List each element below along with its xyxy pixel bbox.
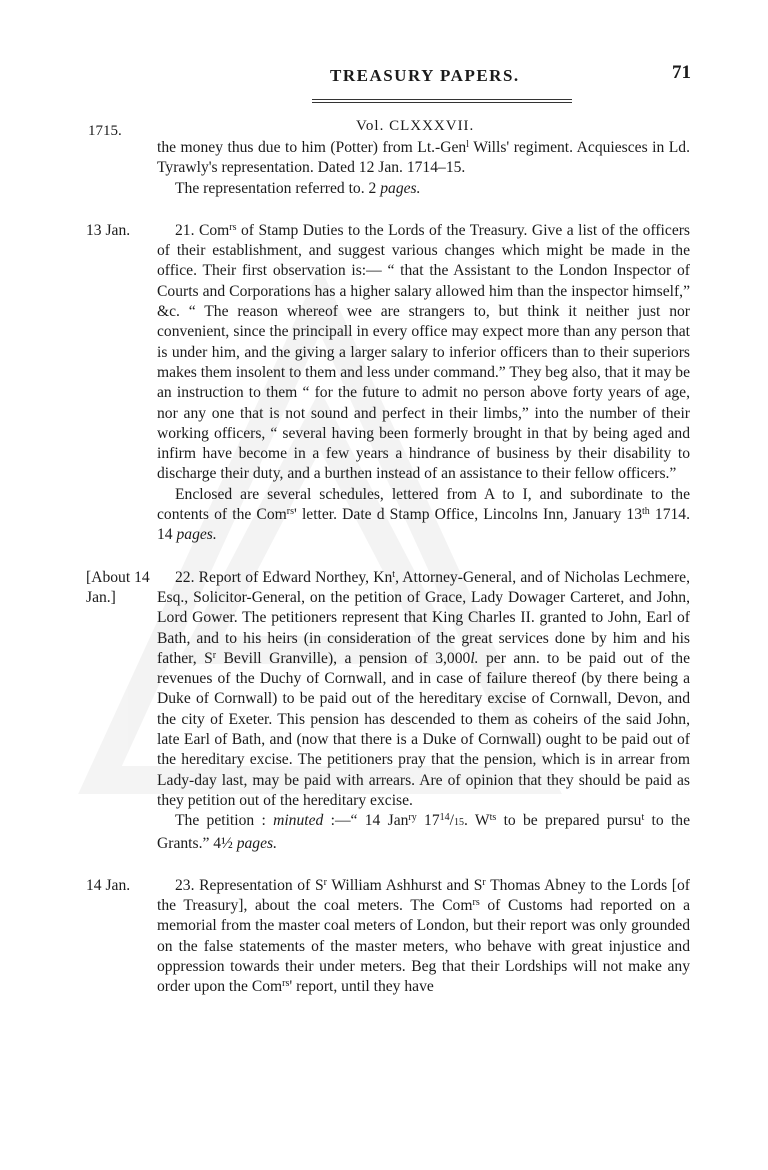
margin-year: 1715.	[88, 123, 122, 139]
entry-continuation	[0, 138, 768, 199]
paragraph: 23. Representation of $S^r$ William Ashhurst and $S^r$ Thomas Abney to the Lords [of the Treasury], about the coal meters. The Com$^{rs}$ of Customs had reported on a memorial from the master coal meters of London, but their report was only grounded on the false statements of the master meters, who behave with great injustice and oppression towards their under meters. Beg that their Lordships will not make any order upon the Com$^{rs}$' report, until they have	[157, 876, 690, 996]
paragraph: The representation referred to. 2 pages.	[175, 179, 421, 197]
page-number: 71	[672, 62, 691, 83]
paragraph: Enclosed are several schedules, lettered from A to I, and subordinate to the contents of the Com$^{rs}$' letter. Date d Stamp Office, Lincolns Inn, January 13th 1714. 14 pages.	[157, 485, 691, 544]
paragraph: 22. Report of Edward Northey, Kn$^t$, Attorney-General, and of Nicholas Lechmere, Esq., Solicitor-General, on the petition of Grace, Lady Dowager Carteret, and John, Lord Gower. The petitioners represent that King Charles II. granted to John, Earl of Bath, and to his heirs (in consideration of the great services done by him and his father, $S^r$ Bevill Granville), a pension of 3,000l. per ann. to be paid out of the revenues of the Duchy of Cornwall, and in case of failure thereof (by there being a Duke of Cornwall) to be paid out of the hereditary excise of Cornwall, Devon, and the city of Exeter. This pension has descended to them as coheirs of the said John, late Earl of Bath, and (now that there is a Duke of Cornwall) ought to be paid out of the hereditary excise. The petitioners pray that the pension, which is in arrear from Lady-day last, may be paid with arrears. Are of opinion that they should be paid as they petition out of the hereditary excise.	[157, 568, 691, 809]
entry-23	[0, 876, 768, 998]
paragraph: the money thus due to him (Potter) from Lt.-Gen$^l$ Wills' regiment. Acquiesces in Ld. Tyrawly's representation. Dated 12 Jan. 1714–15.	[157, 139, 691, 177]
document-body	[0, 138, 768, 1016]
running-head	[0, 60, 768, 90]
entry-text	[157, 876, 690, 998]
volume-heading: Vol. CLXXXVII.	[356, 118, 475, 134]
entry-date: 13 Jan.	[86, 221, 131, 239]
paragraph: 21. Com$^{rs}$ of Stamp Duties to the Lords of the Treasury. Give a list of the officers of their establishment, and suggest various changes which might be made in the office. Their first observation is:— “ that the Assistant to the London Inspector of Courts and Corporations has a higher salary allowed him than the inspector himself,” &c. “ The reason whereof wee are strangers to, but think it neither just nor convenient, since the principall in every office may expect more than any person that is under him, and the giving a larger salary to inferior officers than to their superiors makes them insolent to them and less under command.” They beg also, that it may be an instruction to them “ for the future to admit no person above forty years of age, nor any one that is not sound and perfect in their limbs,” into the number of their working officers, “ several having been formerly brought in that by being aged and infirm have become in a few years a hindrance of business by their disability to discharge their duty, and a burthen instead of an assistance to their fellow officers.”	[157, 221, 690, 483]
running-title: TREASURY PAPERS.	[330, 66, 520, 85]
entry-text	[157, 221, 690, 546]
entry-date: [About 14 Jan.]	[86, 568, 150, 606]
paragraph: The petition : minuted :—“ 14 Jan$^{ry}$ $17^{14}/15$. $W^{ts}$ to be prepared pursu$^t$ to the Grants.” 4½ pages.	[157, 812, 691, 852]
entry-21	[0, 221, 768, 546]
entry-date: 14 Jan.	[86, 876, 131, 894]
header-rule	[312, 99, 572, 103]
entry-22	[0, 568, 768, 854]
entry-text	[157, 138, 690, 199]
entry-text	[157, 568, 690, 854]
